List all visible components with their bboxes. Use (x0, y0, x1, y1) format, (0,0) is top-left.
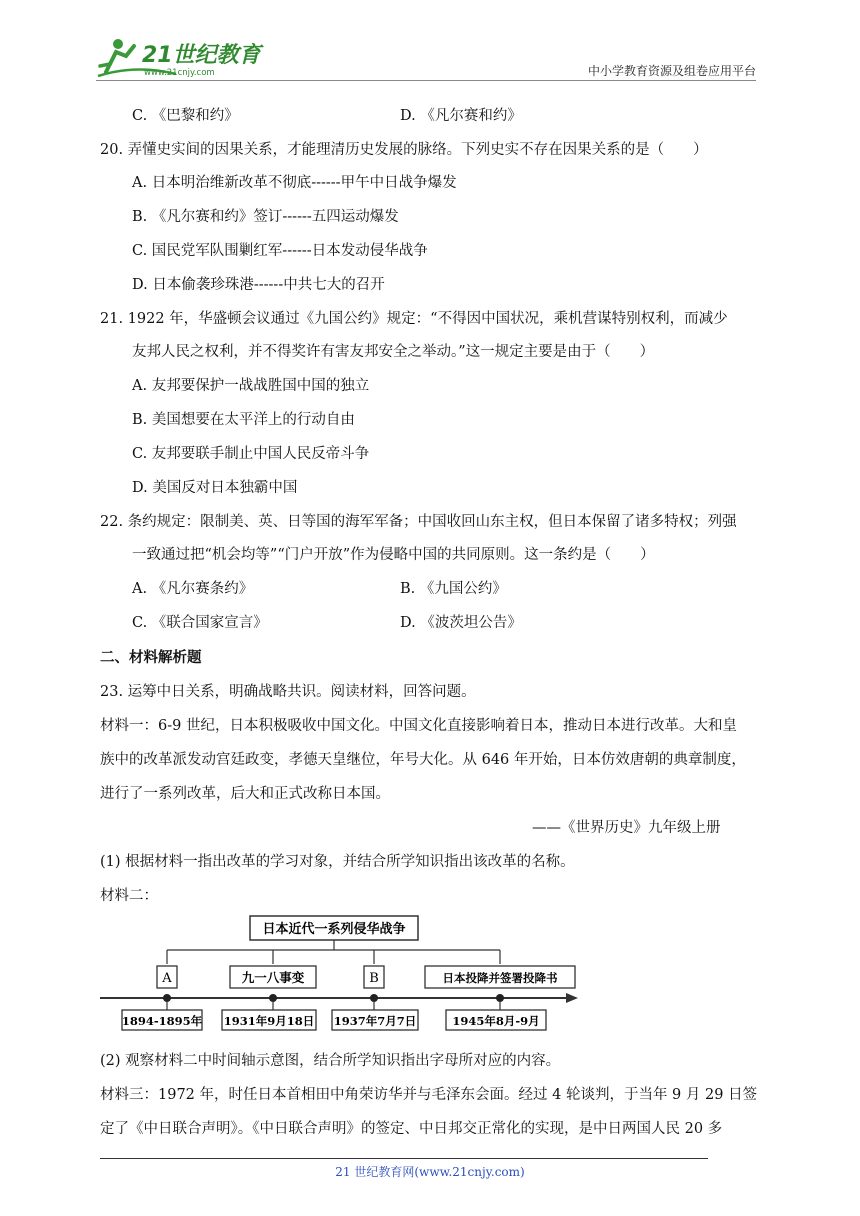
event-label-surrender: 日本投降并签署投降书 (442, 971, 558, 985)
timeline-event-918 (230, 966, 316, 988)
text-line: 21. 1922 年，华盛顿会议通过《九国公约》规定：“不得因中国状况，乘机营谋特别权利，而减少 (100, 311, 728, 327)
text-line: 材料三：1972 年，时任日本首相田中角荣访华并与毛泽东会面。经过 4 轮谈判，于当年 9 月 29 日签 (100, 1087, 758, 1103)
timeline-date-1937 (332, 1010, 418, 1030)
site-logo (96, 34, 266, 80)
text-line: (1) 根据材料一指出改革的学习对象，并结合所学知识指出该改革的名称。 (100, 854, 575, 870)
text-line: 22. 条约规定：限制美、英、日等国的海军军备；中国收回山东主权，但日本保留了诸多特权；列强 (100, 514, 737, 530)
timeline-date-1945 (446, 1010, 546, 1030)
header-divider (96, 80, 756, 81)
text-line: 材料一：6-9 世纪，日本积极吸收中国文化。中国文化直接影响着日本，推动日本进行改革。大和皇 (100, 718, 737, 734)
timeline-event-a (157, 966, 177, 988)
event-date-1945: 1945年8月-9月 (452, 1014, 540, 1028)
text-line: D. 《凡尔赛和约》 (400, 108, 522, 124)
timeline-date-1931 (222, 1010, 316, 1030)
timeline-date-1894 (122, 1010, 203, 1030)
text-line: 友邦人民之权利，并不得奖许有害友邦安全之举动。”这一规定主要是由于（ ） (132, 344, 655, 360)
text-line: B. 美国想要在太平洋上的行动自由 (132, 412, 355, 428)
timeline-event-surrender (425, 966, 575, 988)
text-line: C. 友邦要联手制止中国人民反帝斗争 (132, 446, 370, 462)
event-date-1937: 1937年7月7日 (333, 1014, 417, 1028)
text-line: A. 友邦要保护一战战胜国中国的独立 (132, 378, 370, 394)
section-heading: 二、材料解析题 (100, 649, 202, 666)
text-line: C. 《巴黎和约》 (132, 108, 239, 124)
text-line: B. 《九国公约》 (400, 581, 507, 597)
text-line: C. 国民党军队围剿红军------日本发动侵华战争 (132, 243, 428, 259)
timeline-title-box (250, 916, 418, 940)
text-line: 材料二： (100, 888, 158, 904)
event-date-1931: 1931年9月18日 (223, 1014, 315, 1028)
text-line: C. 《联合国家宣言》 (132, 615, 268, 631)
text-line: D. 日本偷袭珍珠港------中共七大的召开 (132, 277, 385, 293)
timeline-event-b (364, 966, 384, 988)
footer-divider (100, 1158, 708, 1159)
text-line: 定了《中日联合声明》。《中日联合声明》的签定、中日邦交正常化的实现，是中日两国人民 20 多 (100, 1121, 723, 1137)
text-line: D. 美国反对日本独霸中国 (132, 480, 298, 496)
footer-text: 21 世纪教育网(www.21cnjy.com) (335, 1165, 525, 1179)
event-label-a: A (162, 971, 172, 986)
logo-text: 21世纪教育 (142, 43, 261, 68)
logo-url: www.21cnjy.com (144, 68, 215, 78)
text-line: 23. 运筹中日关系，明确战略共识。阅读材料，回答问题。 (100, 684, 476, 700)
text-line: 进行了一系列改革，后大和正式改称日本国。 (100, 786, 390, 802)
text-line: (2) 观察材料二中时间轴示意图，结合所学知识指出字母所对应的内容。 (100, 1053, 561, 1069)
text-line: B. 《凡尔赛和约》签订------五四运动爆发 (132, 209, 399, 225)
text-line: A. 日本明治维新改革不彻底------甲午中日战争爆发 (132, 175, 457, 191)
text-line: ——《世界历史》九年级上册 (532, 820, 721, 836)
timeline-diagram (100, 914, 580, 1034)
platform-name: 中小学教育资源及组卷应用平台 (587, 64, 756, 78)
text-line: D. 《波茨坦公告》 (400, 615, 522, 631)
event-label-b: B (369, 971, 379, 986)
text-line: 一致通过把“机会均等”“门户开放”作为侵略中国的共同原则。这一条约是（ ） (132, 547, 655, 563)
text-line: 族中的改革派发动宫廷政变，孝德天皇继位，年号大化。从 646 年开始，日本仿效唐朝的典章制度， (100, 752, 746, 768)
text-line: A. 《凡尔赛条约》 (132, 581, 254, 597)
event-label-918: 九一八事变 (241, 970, 305, 985)
event-date-1894: 1894-1895年 (121, 1014, 203, 1028)
text-line: 20. 弄懂史实间的因果关系，才能理清历史发展的脉络。下列史实不存在因果关系的是（ ） (100, 142, 708, 158)
timeline-title: 日本近代一系列侵华战争 (262, 922, 406, 937)
